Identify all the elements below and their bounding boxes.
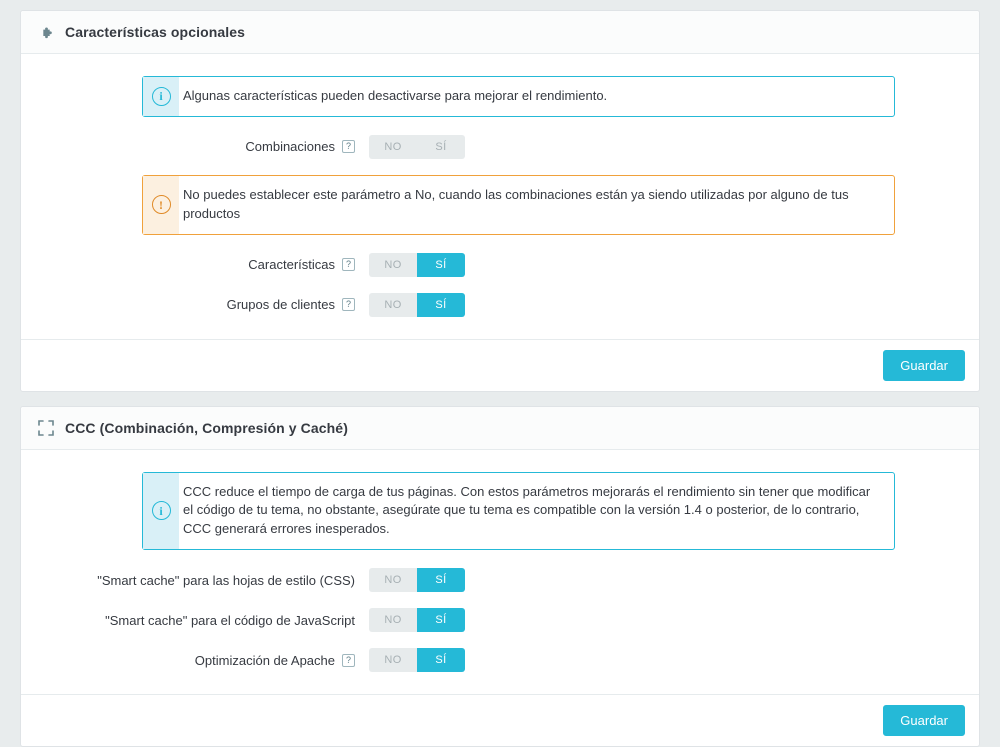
toggle-option-no[interactable]: NO — [369, 568, 417, 592]
toggle-option-no[interactable]: NO — [369, 648, 417, 672]
toggle-option-si[interactable]: SÍ — [417, 608, 465, 632]
toggle-option-si[interactable]: SÍ — [417, 568, 465, 592]
puzzle-piece-icon — [37, 23, 55, 41]
label-text: Características — [248, 257, 335, 273]
form-row-smart-cache-js — [39, 608, 961, 632]
panel-title: Características opcionales — [65, 24, 246, 40]
warning-icon: ! — [143, 176, 179, 234]
panel-footer — [21, 339, 979, 391]
toggle-caracteristicas[interactable] — [369, 253, 465, 277]
panel-header — [21, 11, 979, 54]
panel-ccc — [20, 406, 980, 747]
info-icon: i — [143, 77, 179, 116]
toggle-combinaciones[interactable] — [369, 135, 465, 159]
help-icon[interactable]: ? — [342, 258, 355, 271]
info-alert — [142, 76, 895, 117]
form-label — [39, 139, 369, 154]
form-label — [39, 297, 369, 312]
form-label — [39, 573, 369, 588]
form-row-caracteristicas — [39, 253, 961, 277]
warning-alert-text: No puedes establecer este parámetro a No, cuando las combinaciones están ya siendo utilizadas por alguno de tus productos — [183, 186, 849, 221]
panel-footer — [21, 694, 979, 746]
label-text: Combinaciones — [245, 139, 335, 155]
info-alert-text: CCC reduce el tiempo de carga de tus páginas. Con estos parámetros mejorarás el rendimiento sin tener que modificar el código de tu tema, no obstante, asegúrate que tu tema es compatible con la versión 1.4 o posterior, de lo contrario, CCC generará errores inesperados. — [183, 483, 871, 537]
form-label — [39, 613, 369, 628]
help-icon[interactable]: ? — [342, 140, 355, 153]
toggle-option-si[interactable]: SÍ — [417, 253, 465, 277]
panel-body — [21, 54, 979, 339]
toggle-grupos-de-clientes[interactable] — [369, 293, 465, 317]
toggle-option-no[interactable]: NO — [369, 135, 417, 159]
save-button[interactable]: Guardar — [883, 705, 965, 736]
toggle-option-si[interactable]: SÍ — [417, 648, 465, 672]
toggle-smart-cache-js[interactable] — [369, 608, 465, 632]
label-text: Optimización de Apache — [194, 652, 335, 668]
form-row-grupos-de-clientes — [39, 293, 961, 317]
toggle-option-si[interactable]: SÍ — [417, 293, 465, 317]
form-row-combinaciones — [39, 135, 961, 159]
label-text: "Smart cache" para el código de JavaScript — [105, 612, 355, 628]
help-icon[interactable]: ? — [342, 654, 355, 667]
label-text: "Smart cache" para las hojas de estilo (CSS) — [97, 572, 355, 588]
save-button[interactable]: Guardar — [883, 350, 965, 381]
form-row-optimizacion-apache — [39, 648, 961, 672]
info-alert-text: Algunas características pueden desactivarse para mejorar el rendimiento. — [183, 88, 608, 103]
label-text: Grupos de clientes — [226, 297, 335, 313]
toggle-option-no[interactable]: NO — [369, 253, 417, 277]
warning-alert — [142, 175, 895, 235]
expand-arrows-icon — [37, 419, 55, 437]
form-label — [39, 257, 369, 272]
panel-optional-features — [20, 10, 980, 392]
help-icon[interactable]: ? — [342, 298, 355, 311]
toggle-option-si[interactable]: SÍ — [417, 135, 465, 159]
form-row-smart-cache-css — [39, 568, 961, 592]
info-icon: i — [143, 473, 179, 550]
panel-body — [21, 450, 979, 695]
toggle-optimizacion-apache[interactable] — [369, 648, 465, 672]
form-label — [39, 653, 369, 668]
toggle-option-no[interactable]: NO — [369, 608, 417, 632]
toggle-smart-cache-css[interactable] — [369, 568, 465, 592]
panel-header — [21, 407, 979, 450]
toggle-option-no[interactable]: NO — [369, 293, 417, 317]
panel-title: CCC (Combinación, Compresión y Caché) — [65, 419, 348, 436]
info-alert — [142, 472, 895, 551]
